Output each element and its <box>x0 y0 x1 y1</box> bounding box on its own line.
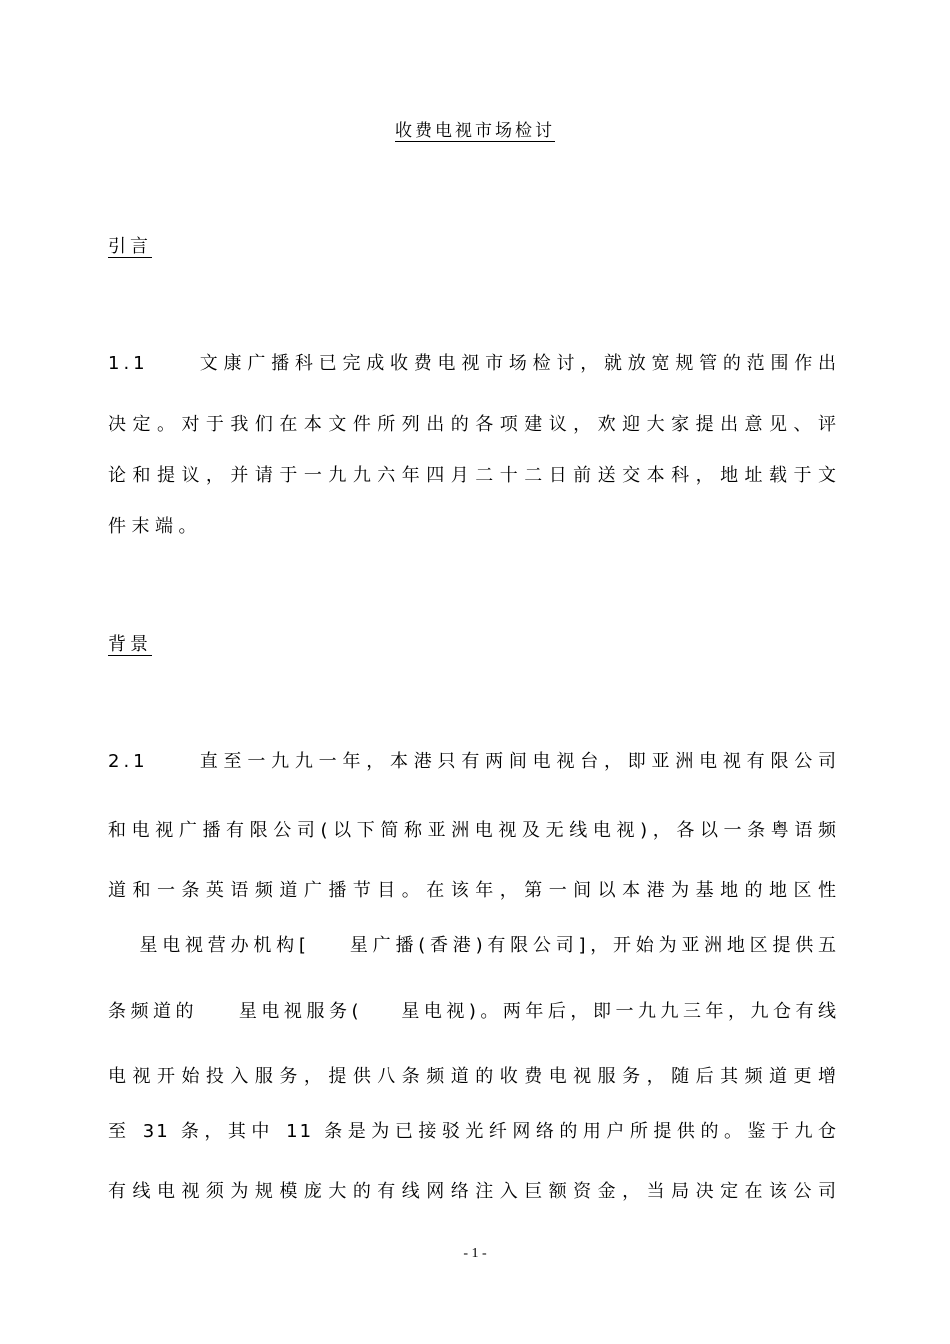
paragraph-line: 条频道的 星电视服务( 星电视)。两年后，即一九九三年，九仓有线 <box>108 1001 838 1022</box>
paragraph-line <box>108 749 838 775</box>
paragraph-number: 1.1 <box>108 353 149 374</box>
paragraph-line-text: 直至一九九一年，本港只有两间电视台，即亚洲电视有限公司 <box>196 751 838 772</box>
document-title-text: 收费电视市场检讨 <box>395 121 555 141</box>
paragraph-line-text: 文康广播科已完成收费电视市场检讨，就放宽规管的范围作出 <box>196 353 838 374</box>
paragraph-line <box>108 351 838 377</box>
paragraph-line: 件末端。 <box>108 516 202 537</box>
document-title <box>0 116 950 141</box>
section-heading-introduction: 引言 <box>108 236 152 257</box>
paragraph-line: 论和提议，并请于一九九六年四月二十二日前送交本科，地址载于文 <box>108 465 838 486</box>
paragraph-number: 2.1 <box>108 751 149 772</box>
paragraph-line: 道和一条英语频道广播节目。在该年，第一间以本港为基地的地区性 <box>108 880 838 901</box>
paragraph-line: 决定。对于我们在本文件所列出的各项建议，欢迎大家提出意见、评 <box>108 414 838 435</box>
paragraph-line: 至 31 条，其中 11 条是为已接驳光纤网络的用户所提供的。鉴于九仓 <box>108 1121 838 1142</box>
paragraph-line: 和电视广播有限公司(以下简称亚洲电视及无线电视)，各以一条粤语频 <box>108 820 838 841</box>
paragraph-line: 电视开始投入服务，提供八条频道的收费电视服务，随后其频道更增 <box>108 1066 838 1087</box>
page-number: - 1 - <box>463 1246 487 1261</box>
section-heading-background: 背景 <box>108 634 152 655</box>
paragraph-line: 星电视营办机构[ 星广播(香港)有限公司]，开始为亚洲地区提供五 <box>108 935 838 956</box>
paragraph-line: 有线电视须为规模庞大的有线网络注入巨额资金，当局决定在该公司 <box>108 1181 838 1202</box>
